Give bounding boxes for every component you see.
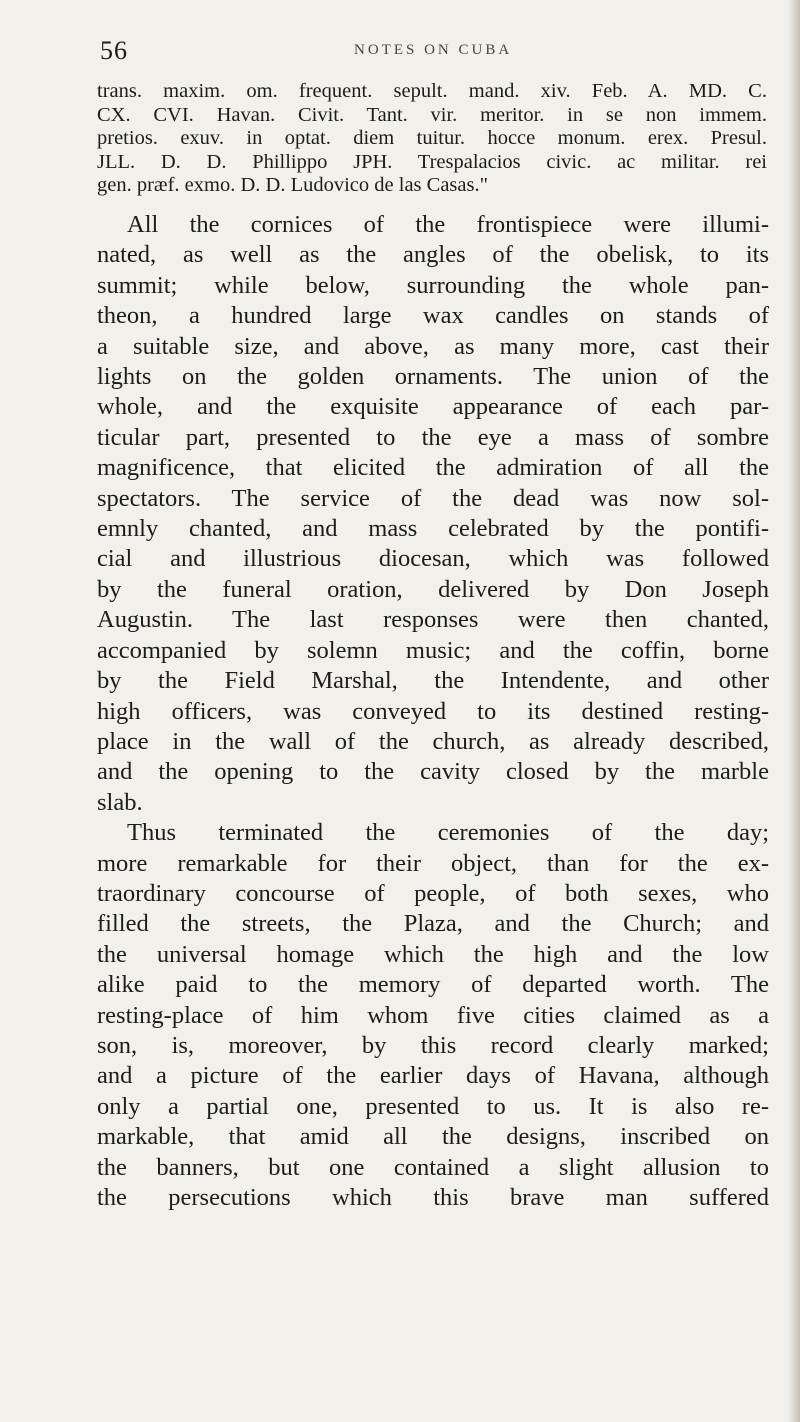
text-line: slab. xyxy=(97,788,143,816)
text-line: cial and illustrious diocesan, which was followed xyxy=(97,545,769,573)
text-line: and the opening to the cavity closed by the marble xyxy=(97,758,769,786)
latin-line: gen. præf. exmo. D. D. Ludovico de las Casas." xyxy=(97,174,488,196)
text-line: son, is, moreover, by this record clearly marked; xyxy=(97,1031,769,1059)
page-number: 56 xyxy=(100,36,128,65)
page-edge-shadow xyxy=(788,0,800,1422)
text-line: alike paid to the memory of departed worth. The xyxy=(97,971,769,999)
latin-line: pretios. exuv. in optat. diem tuitur. hocce monum. erex. Presul. xyxy=(97,127,767,149)
text-line: traordinary concourse of people, of both sexes, who xyxy=(97,879,769,907)
text-line: summit; while below, surrounding the whole pan- xyxy=(97,271,769,299)
text-line: theon, a hundred large wax candles on stands of xyxy=(97,302,769,330)
text-line: lights on the golden ornaments. The union of the xyxy=(97,363,769,391)
text-line: and a picture of the earlier days of Havana, although xyxy=(97,1062,769,1090)
text-line: filled the streets, the Plaza, and the Church; and xyxy=(97,910,769,938)
text-line: Thus terminated the ceremonies of the day; xyxy=(127,819,769,847)
text-line: spectators. The service of the dead was now sol- xyxy=(97,484,769,512)
text-line: by the funeral oration, delivered by Don Joseph xyxy=(97,575,769,603)
running-head: NOTES ON CUBA xyxy=(354,42,513,58)
page-header xyxy=(0,36,800,65)
text-line: high officers, was conveyed to its destined resting- xyxy=(97,697,769,725)
text-line: place in the wall of the church, as already described, xyxy=(97,727,769,755)
text-line: magnificence, that elicited the admiration of all the xyxy=(97,454,769,482)
text-line: by the Field Marshal, the Intendente, and other xyxy=(97,667,769,695)
latin-line: JLL. D. D. Phillippo JPH. Trespalacios civic. ac militar. rei xyxy=(97,150,767,173)
latin-line: trans. maxim. om. frequent. sepult. mand. xiv. Feb. A. MD. C. xyxy=(97,80,767,102)
text-line: more remarkable for their object, than for the ex- xyxy=(97,849,769,877)
text-line: the persecutions which this brave man suffered xyxy=(97,1184,769,1211)
text-line: markable, that amid all the designs, inscribed on xyxy=(97,1123,769,1151)
paragraph-2 xyxy=(97,818,769,1213)
text-line: only a partial one, presented to us. It is also re- xyxy=(97,1092,769,1120)
latin-inscription-continuation xyxy=(97,80,767,198)
text-line: the banners, but one contained a slight allusion to xyxy=(97,1153,769,1181)
text-line: All the cornices of the frontispiece were illumi- xyxy=(127,211,769,238)
text-line: whole, and the exquisite appearance of each par- xyxy=(97,393,769,421)
text-line: accompanied by solemn music; and the coffin, borne xyxy=(97,636,769,664)
text-line: the universal homage which the high and the low xyxy=(97,940,769,968)
text-line: ticular part, presented to the eye a mass of sombre xyxy=(97,423,769,451)
body-text xyxy=(97,210,769,1213)
text-line: a suitable size, and above, as many more, cast their xyxy=(97,332,769,360)
paragraph-1 xyxy=(97,210,769,818)
text-line: emnly chanted, and mass celebrated by the pontifi- xyxy=(97,515,769,543)
text-line: resting-place of him whom five cities claimed as a xyxy=(97,1001,769,1029)
text-line: Augustin. The last responses were then chanted, xyxy=(97,606,769,634)
text-line: nated, as well as the angles of the obelisk, to its xyxy=(97,241,769,269)
latin-line: CX. CVI. Havan. Civit. Tant. vir. meritor. in se non immem. xyxy=(97,103,767,126)
